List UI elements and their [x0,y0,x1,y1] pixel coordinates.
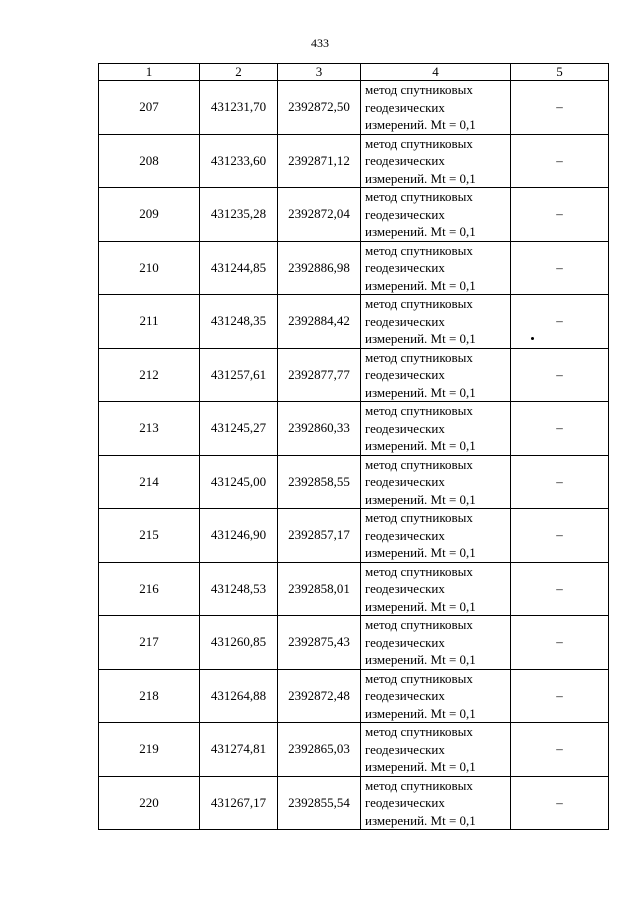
note-cell: – [511,455,609,509]
method-cell [361,776,511,830]
x-coordinate-cell: 431246,90 [200,509,278,563]
method-line: измерений. Mt = 0,1 [365,438,476,453]
method-line: геодезических [365,527,445,543]
method-line: метод спутниковых [365,403,473,418]
method-line: измерений. Mt = 0,1 [365,117,476,132]
x-coordinate-cell: 431245,00 [200,455,278,509]
y-coordinate-cell: 2392872,48 [278,669,361,723]
method-line: метод спутниковых [365,189,473,204]
point-number-cell: 209 [99,188,200,242]
method-cell [361,348,511,402]
method-line: метод спутниковых [365,296,473,311]
table-row [99,616,609,670]
method-line: метод спутниковых [365,724,473,739]
method-line: геодезических [365,474,445,489]
method-line: геодезических [365,206,445,222]
x-coordinate-cell: 431267,17 [200,776,278,830]
method-line: геодезических [365,581,445,596]
point-number-cell: 215 [99,509,200,563]
table-row [99,562,609,616]
method-line: геодезических [365,99,445,115]
table-row [99,348,609,402]
x-coordinate-cell: 431264,88 [200,669,278,723]
method-line: измерений. Mt = 0,1 [365,812,476,828]
method-line: метод спутниковых [365,349,473,365]
x-coordinate-cell: 431274,81 [200,723,278,777]
method-cell [361,81,511,135]
point-number-cell: 211 [99,295,200,349]
method-cell [361,295,511,349]
method-line: геодезических [365,313,445,329]
method-cell [361,134,511,188]
table-row [99,134,609,188]
method-cell [361,723,511,777]
table-row [99,776,609,830]
note-cell: – [511,348,609,402]
table-row [99,669,609,723]
point-number-cell: 214 [99,455,200,509]
method-line: геодезических [365,367,445,382]
method-line: измерений. Mt = 0,1 [365,384,476,400]
note-cell: – [511,723,609,777]
method-line: измерений. Mt = 0,1 [365,545,476,560]
table-row [99,402,609,456]
header-col-3: 3 [278,64,361,81]
method-cell [361,402,511,456]
method-line: геодезических [365,260,445,275]
table-body [99,81,609,830]
y-coordinate-cell: 2392857,17 [278,509,361,563]
y-coordinate-cell: 2392865,03 [278,723,361,777]
table-row [99,188,609,242]
table-header [99,64,609,81]
method-line: измерений. Mt = 0,1 [365,491,476,507]
note-cell: – [511,81,609,135]
table-row [99,241,609,295]
x-coordinate-cell: 431245,27 [200,402,278,456]
y-coordinate-cell: 2392855,54 [278,776,361,830]
y-coordinate-cell: 2392860,33 [278,402,361,456]
point-number-cell: 219 [99,723,200,777]
x-coordinate-cell: 431235,28 [200,188,278,242]
y-coordinate-cell: 2392858,01 [278,562,361,616]
note-cell: – [511,562,609,616]
stray-dot-mark [531,337,534,340]
note-cell: – [511,241,609,295]
point-number-cell: 213 [99,402,200,456]
method-line: метод спутниковых [365,510,473,525]
method-line: измерений. Mt = 0,1 [365,759,476,774]
page-number: 433 [311,36,329,50]
x-coordinate-cell: 431257,61 [200,348,278,402]
header-col-5: 5 [511,64,609,81]
point-number-cell: 212 [99,348,200,402]
note-cell: – [511,295,609,349]
y-coordinate-cell: 2392858,55 [278,455,361,509]
method-line: геодезических [365,688,445,703]
point-number-cell: 217 [99,616,200,670]
y-coordinate-cell: 2392875,43 [278,616,361,670]
table-row [99,723,609,777]
table-row [99,455,609,509]
table-row [99,81,609,135]
x-coordinate-cell: 431248,53 [200,562,278,616]
method-line: метод спутниковых [365,670,473,686]
method-line: метод спутниковых [365,617,473,632]
method-line: метод спутниковых [365,82,473,97]
method-line: метод спутниковых [365,135,473,151]
y-coordinate-cell: 2392886,98 [278,241,361,295]
header-row [99,64,609,81]
point-number-cell: 216 [99,562,200,616]
x-coordinate-cell: 431260,85 [200,616,278,670]
method-cell [361,669,511,723]
method-line: метод спутниковых [365,563,473,579]
y-coordinate-cell: 2392884,42 [278,295,361,349]
point-number-cell: 208 [99,134,200,188]
method-line: геодезических [365,795,445,810]
note-cell: – [511,669,609,723]
method-line: измерений. Mt = 0,1 [365,705,476,721]
method-line: измерений. Mt = 0,1 [365,170,476,186]
method-line: метод спутниковых [365,456,473,472]
header-col-1: 1 [99,64,200,81]
note-cell: – [511,188,609,242]
coordinates-table [98,63,609,830]
x-coordinate-cell: 431233,60 [200,134,278,188]
method-line: измерений. Mt = 0,1 [365,652,476,667]
note-cell: – [511,134,609,188]
header-col-4: 4 [361,64,511,81]
point-number-cell: 218 [99,669,200,723]
method-cell [361,616,511,670]
y-coordinate-cell: 2392872,04 [278,188,361,242]
method-line: геодезических [365,634,445,650]
x-coordinate-cell: 431248,35 [200,295,278,349]
point-number-cell: 220 [99,776,200,830]
method-line: геодезических [365,153,445,168]
y-coordinate-cell: 2392872,50 [278,81,361,135]
note-cell: – [511,776,609,830]
method-line: метод спутниковых [365,242,473,258]
method-cell [361,188,511,242]
method-line: измерений. Mt = 0,1 [365,598,476,614]
table-row [99,509,609,563]
method-line: метод спутниковых [365,777,473,793]
note-cell: – [511,509,609,563]
method-line: геодезических [365,741,445,757]
point-number-cell: 210 [99,241,200,295]
method-line: измерений. Mt = 0,1 [365,277,476,293]
point-number-cell: 207 [99,81,200,135]
method-line: измерений. Mt = 0,1 [365,331,476,346]
method-cell [361,509,511,563]
note-cell: – [511,402,609,456]
x-coordinate-cell: 431244,85 [200,241,278,295]
header-col-2: 2 [200,64,278,81]
method-cell [361,562,511,616]
y-coordinate-cell: 2392877,77 [278,348,361,402]
y-coordinate-cell: 2392871,12 [278,134,361,188]
x-coordinate-cell: 431231,70 [200,81,278,135]
method-line: геодезических [365,420,445,436]
method-line: измерений. Mt = 0,1 [365,224,476,239]
method-cell [361,455,511,509]
method-cell [361,241,511,295]
note-cell: – [511,616,609,670]
